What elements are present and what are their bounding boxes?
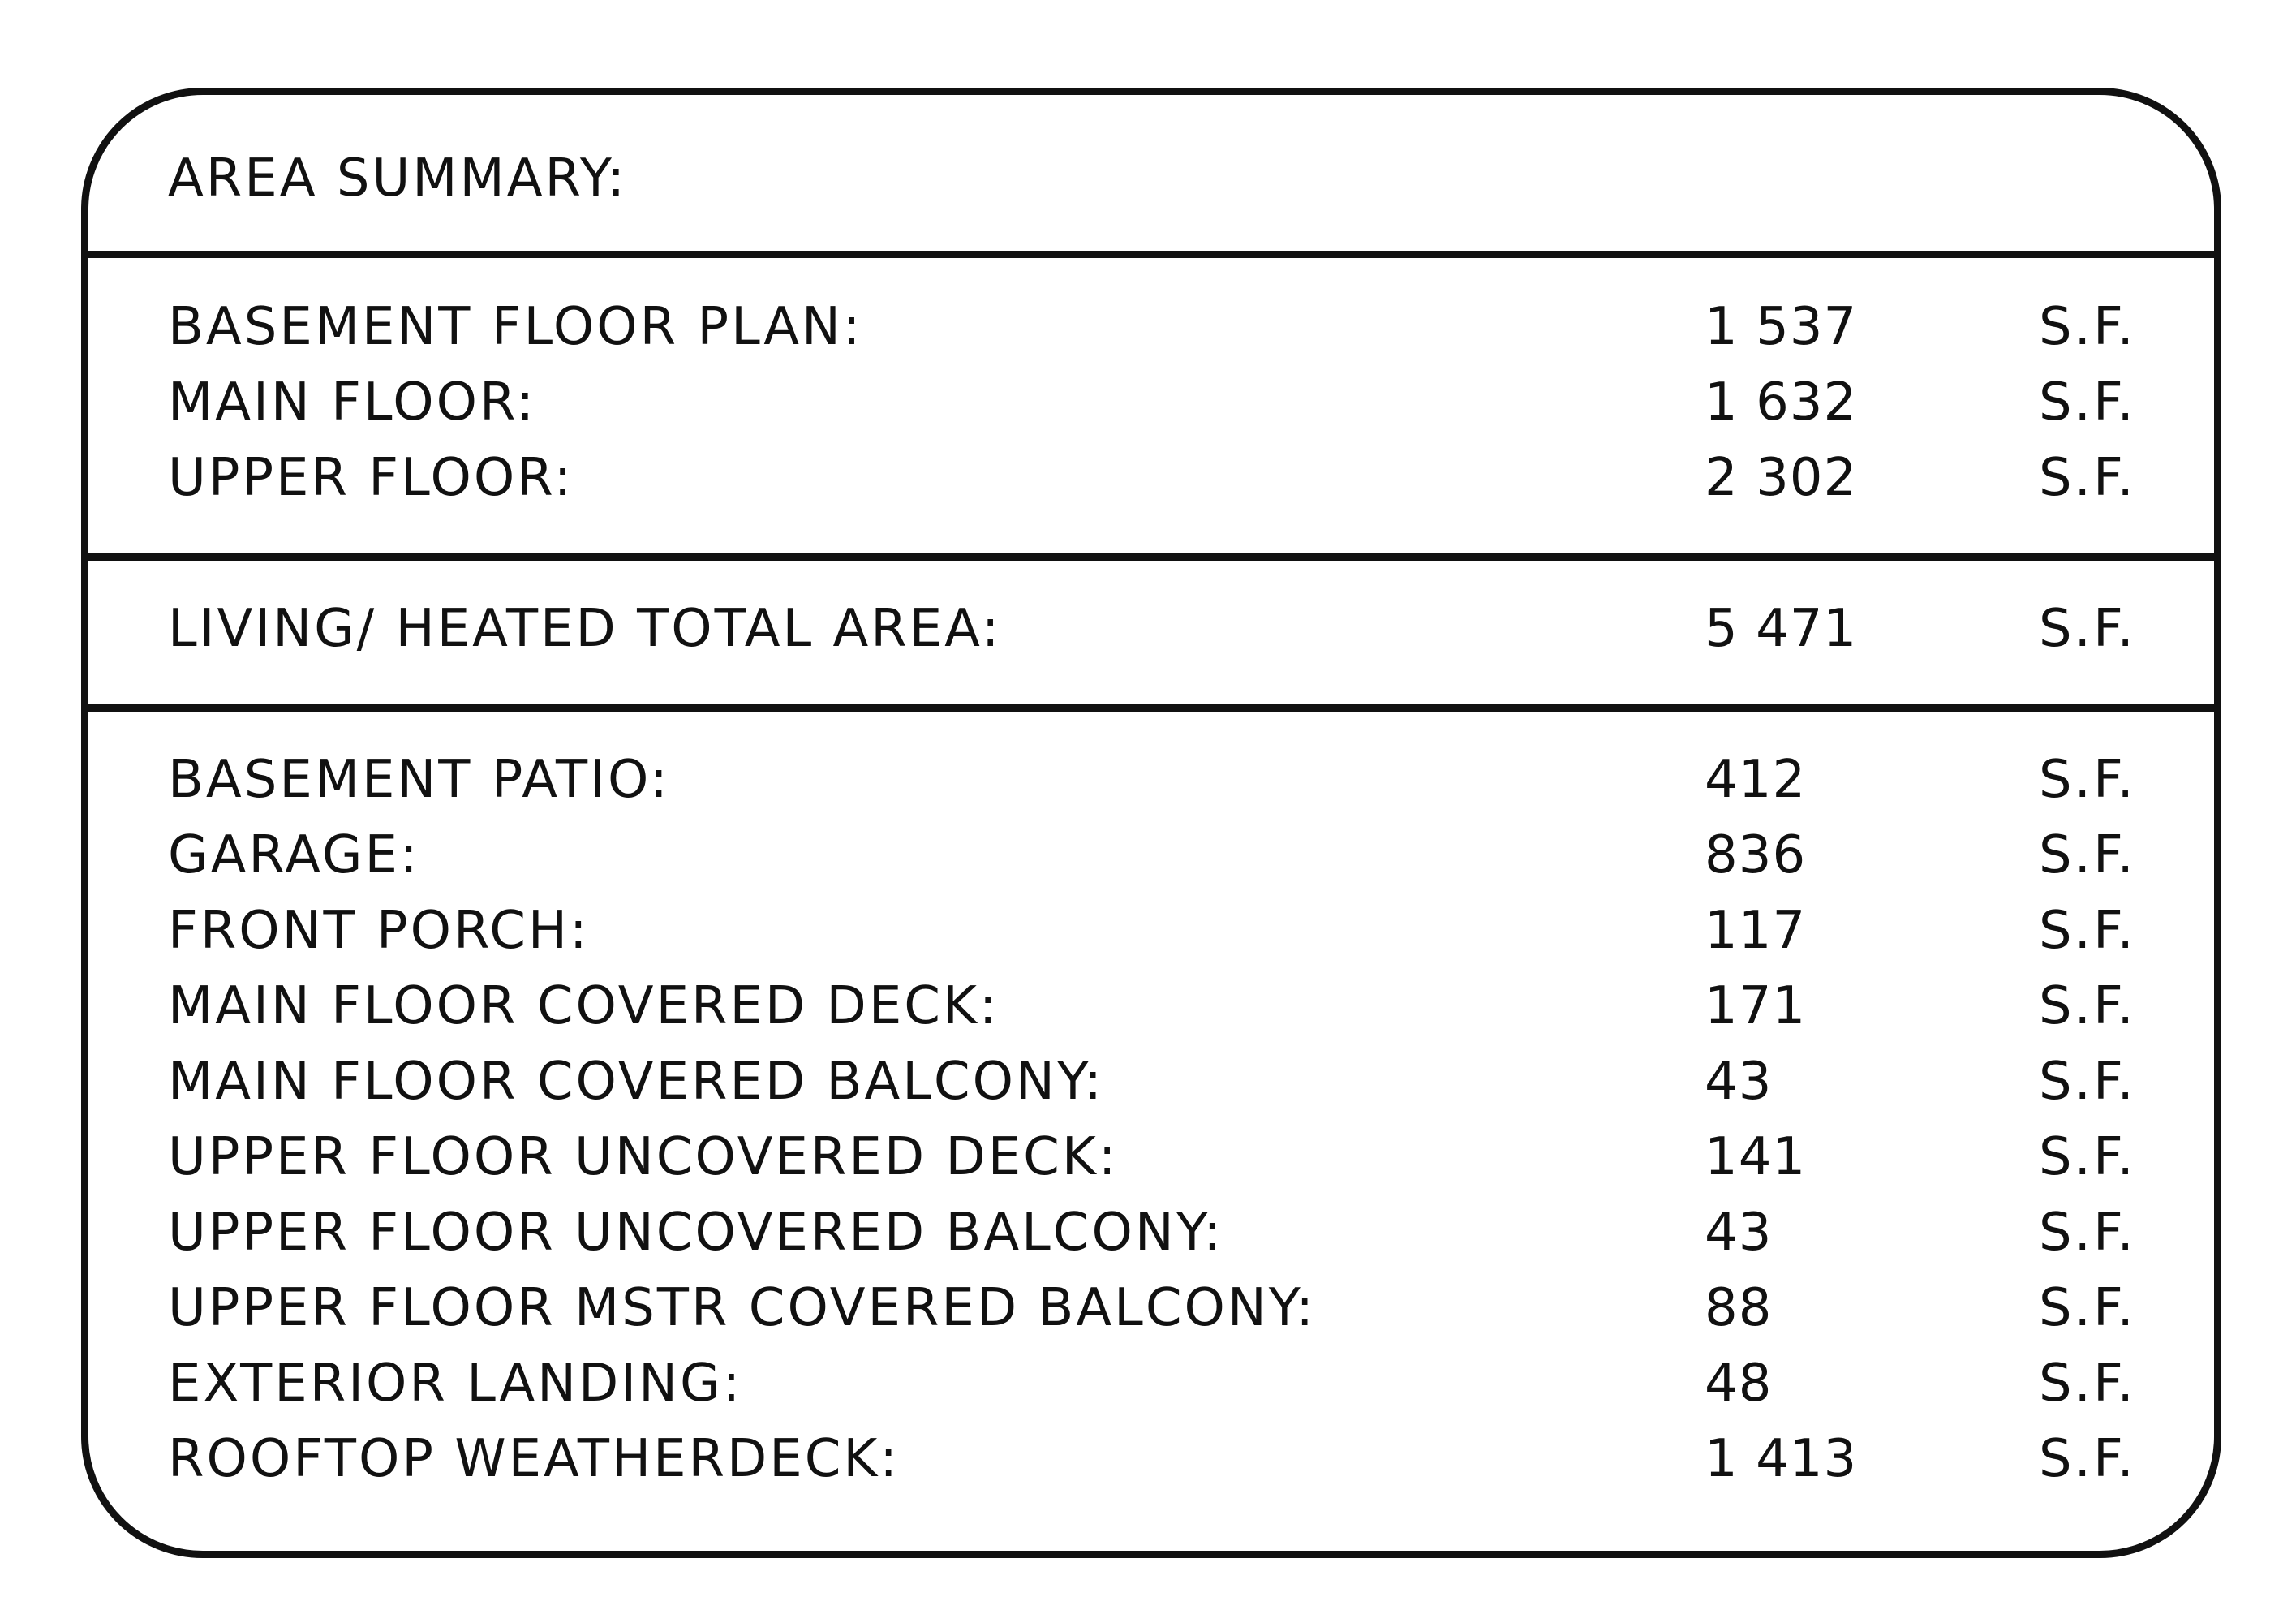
divider-line	[88, 251, 2214, 258]
row-label: UPPER FLOOR UNCOVERED BALCONY:	[168, 1203, 1223, 1263]
divider-line	[88, 704, 2214, 712]
table-row	[88, 818, 2214, 893]
row-label: MAIN FLOOR COVERED BALCONY:	[168, 1052, 1104, 1112]
row-value: 1 537	[1705, 297, 1858, 357]
row-unit: S.F.	[2039, 297, 2136, 357]
row-value: 1 632	[1705, 372, 1858, 433]
total-unit: S.F.	[2039, 599, 2136, 659]
row-value: 836	[1705, 825, 1807, 885]
table-row	[88, 743, 2214, 817]
row-value: 88	[1705, 1278, 1773, 1338]
row-value: 48	[1705, 1354, 1773, 1414]
row-unit: S.F.	[2039, 901, 2136, 961]
row-label: UPPER FLOOR MSTR COVERED BALCONY:	[168, 1278, 1316, 1338]
row-label: FRONT PORCH:	[168, 901, 590, 961]
row-unit: S.F.	[2039, 1354, 2136, 1414]
table-row	[88, 893, 2214, 968]
table-row	[88, 1120, 2214, 1195]
table-row	[88, 1195, 2214, 1270]
row-value: 412	[1705, 750, 1807, 810]
row-label: ROOFTOP WEATHERDECK:	[168, 1429, 900, 1489]
row-label: MAIN FLOOR:	[168, 372, 537, 433]
row-label: UPPER FLOOR UNCOVERED DECK:	[168, 1127, 1119, 1187]
row-value: 43	[1705, 1052, 1773, 1112]
divider-line	[88, 553, 2214, 561]
row-value: 43	[1705, 1203, 1773, 1263]
table-title: AREA SUMMARY:	[168, 149, 628, 209]
row-label: BASEMENT PATIO:	[168, 750, 670, 810]
area-summary-table	[81, 88, 2221, 1558]
row-label: UPPER FLOOR:	[168, 448, 574, 508]
row-value: 141	[1705, 1127, 1807, 1187]
row-unit: S.F.	[2039, 1052, 2136, 1112]
row-unit: S.F.	[2039, 448, 2136, 508]
row-label: BASEMENT FLOOR PLAN:	[168, 297, 863, 357]
row-unit: S.F.	[2039, 750, 2136, 810]
table-row	[88, 969, 2214, 1044]
row-label: GARAGE:	[168, 825, 420, 885]
row-unit: S.F.	[2039, 825, 2136, 885]
row-unit: S.F.	[2039, 372, 2136, 433]
row-unit: S.F.	[2039, 1278, 2136, 1338]
table-row	[88, 1422, 2214, 1496]
row-label: MAIN FLOOR COVERED DECK:	[168, 976, 1000, 1036]
table-row	[88, 1346, 2214, 1421]
total-row	[88, 592, 2214, 666]
row-label: EXTERIOR LANDING:	[168, 1354, 743, 1414]
row-unit: S.F.	[2039, 1203, 2136, 1263]
table-row	[88, 1044, 2214, 1119]
row-value: 2 302	[1705, 448, 1858, 508]
row-unit: S.F.	[2039, 1127, 2136, 1187]
row-value: 171	[1705, 976, 1807, 1036]
row-unit: S.F.	[2039, 1429, 2136, 1489]
table-row	[88, 441, 2214, 515]
total-label: LIVING/ HEATED TOTAL AREA:	[168, 599, 1002, 659]
table-title-row	[88, 141, 2214, 216]
total-value: 5 471	[1705, 599, 1858, 659]
table-row	[88, 290, 2214, 364]
table-row	[88, 365, 2214, 440]
table-row	[88, 1271, 2214, 1345]
row-value: 1 413	[1705, 1429, 1858, 1489]
row-value: 117	[1705, 901, 1807, 961]
row-unit: S.F.	[2039, 976, 2136, 1036]
